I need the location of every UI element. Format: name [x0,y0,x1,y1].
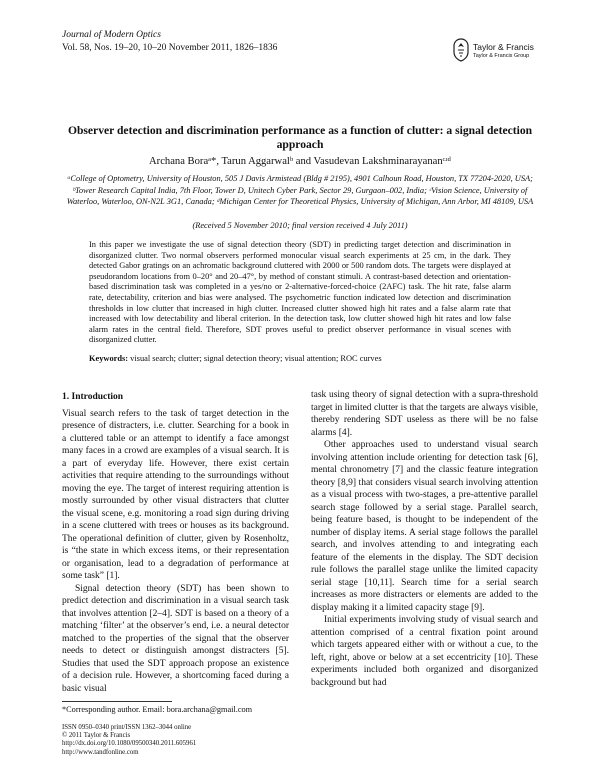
paragraph: Signal detection theory (SDT) has been shown to predict detection and discrimination in a visual search task that involves attention [2–4]. SDT is based on a theory of a matching ‘filter’ at the observer’s end, i.e. a neural detector matched to the properties of the signal that the observer needs to detect or distinguish amongst distracters [5]. Studies that used the SDT approach propose an existence of a decision rule. However, a shortcoming faced during a basic visual [62,583,289,694]
left-column [62,391,289,695]
publisher-subname: Taylor & Francis Group [473,53,530,59]
keywords-label: Keywords: [89,354,129,363]
paragraph: Initial experiments involving study of visual search and attention comprised of a central fixation point around which targets appeared either with or without a cue, to the left, right, above or below at a set eccentricity [10]. These experiments included both organized and disorganized background but had [311,615,538,688]
paragraph: task using theory of signal detection with a supra-threshold target in limited clutter is that the targets are always visible, thereby rendering SDT useless as there will be no false alarms [4]. [311,390,538,438]
publisher-name: Taylor & Francis [473,42,534,52]
keywords-line [89,354,511,363]
received-dates: (Received 5 November 2010; final version received 4 July 2011) [192,221,408,230]
copyright-line: © 2011 Taylor & Francis [62,732,131,740]
doi-link[interactable]: http://dx.doi.org/10.1080/09500340.2011.605961 [62,740,197,748]
publisher-logo [451,38,551,68]
affiliations: ᵃCollege of Optometry, University of Houston, 505 J Davis Armistead (Bldg # 2195), 4901 Calhoun Road, Houston, TX 77204-2020, USA; ᵇTower Research Capital India, 7th Floor, Tower D, Unitech Cyber Park, Sector 29, Gurgaon–002, India; ᶜVision Science, University of Waterloo, Waterloo, ON-N2L 3G1, Canada; ᵈMichigan Center for Theoretical Physics, University of Michigan, Ann Arbor, MI 48109, USA [66,174,534,207]
publisher-emblem-icon [451,38,471,62]
right-column [311,389,538,689]
volume-line: Vol. 58, Nos. 19–20, 10–20 November 2011, 1826–1836 [62,43,278,53]
article-title: Observer detection and discrimination performance as a function of clutter: a signal detection approach [67,124,533,151]
paragraph: Visual search refers to the task of target detection in the presence of distracters, i.e. clutter. Searching for a book in a cluttered table or an attempt to identify a face amongst many faces in a crowd are examples of a visual search. It is a part of everyday life. However, there exist certain activities that require attending to the surroundings without moving the eye. The target of interest requiring attention is mostly surrounded by other visual distracters that clutter the visual scene, e.g. monitoring a road sign during driving in a scene cluttered with trees or houses as its background. The operational definition of clutter, given by Rosenholtz, is “the state in which excess items, or their representation or organisation, lead to a degradation of performance at some task” [1]. [62,408,289,581]
keywords-list: visual search; clutter; signal detection theory; visual attention; ROC curves [130,354,382,363]
journal-name: Journal of Modern Optics [62,30,161,40]
issn-line: ISSN 0950–0340 print/ISSN 1362–3044 online [62,724,192,731]
section-heading: 1. Introduction [62,392,124,402]
website-link[interactable]: http://www.tandfonline.com [62,748,139,756]
author-list: Archana Boraᵃ*, Tarun Aggarwalᵇ and Vasudevan Lakshminarayananᶜʴᵈ [149,156,451,167]
footnote-divider [62,701,172,702]
paragraph: Other approaches used to understand visual search involving attention include orienting for detection task [6], mental chronometry [7] and the classic feature integration theory [8,9] that considers visual search involving attention as a visual process with two-stages, a pre-attentive parallel search stage followed by a serial stage. Parallel search, being feature based, is thought to be independent of the number of display items. A serial stage follows the parallel search, and involves attending to and integrating each feature of the elements in the display. The SDT decision rule follows the parallel stage unlike the limited capacity serial stage [10,11]. Search time for a serial search increases as more distracters or elements are added to the display making it a limited capacity stage [9]. [311,440,538,613]
publication-info [62,724,196,757]
corresponding-author-note: *Corresponding author. Email: bora.archana@gmail.com [62,705,253,714]
abstract: In this paper we investigate the use of signal detection theory (SDT) in predicting target detection and discrimination in disorganized clutter. Two normal observers performed monocular visual search experiments at 25 cm, in the dark. They detected Gabor gratings on an achromatic background cluttered with 2000 or 500 random dots. The targets were displayed at pseudorandom locations from 0–20° and 20–47°, by method of constant stimuli. A contrast-based detection and orientation-based discrimination task was completed in a yes/no or 2-alternative-forced-choice (2AFC) task. The hit rate, false alarm rate, detectability, criterion and bias were analysed. The psychometric function indicated low detection and discrimination thresholds in low clutter that increased in high clutter. Increased clutter showed high hit rates and a false alarm rate that increased with low detectability and liberal criterion. In the detection task, low clutter showed high hit rates and low false alarm rates in the central field. Therefore, SDT proves useful to predict observer performance in visual scenes with disorganized clutter. [89,240,511,345]
